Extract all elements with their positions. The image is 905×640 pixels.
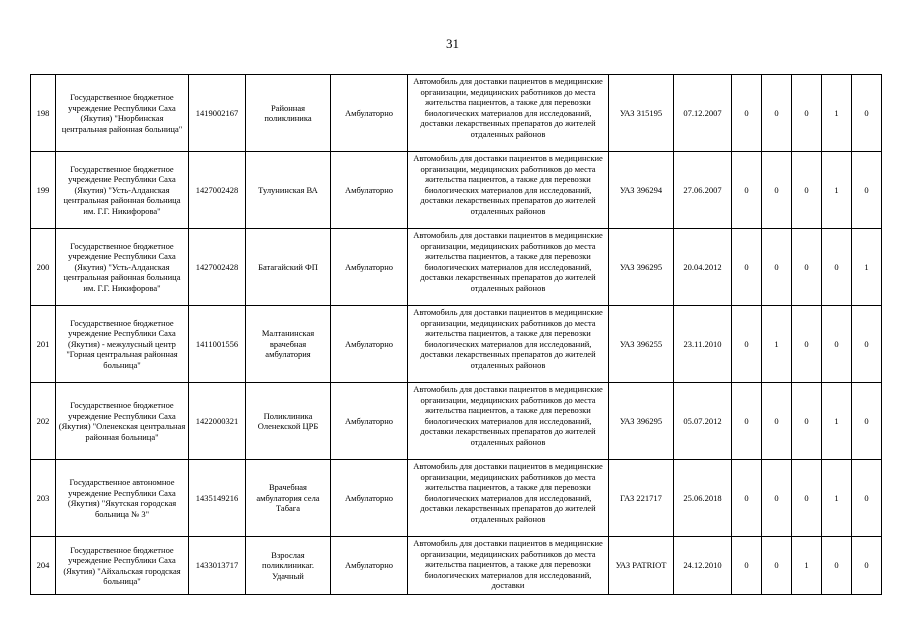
care-type-cell: Амбулаторно (331, 306, 408, 383)
organization-cell: Государственное автономное учреждение Республики Саха (Якутия) "Якутская городская больница № 3" (56, 460, 189, 537)
table-body (31, 75, 882, 595)
purpose-cell (408, 75, 609, 152)
flag-cell: 0 (792, 460, 822, 537)
row-number-cell: 198 (31, 75, 56, 152)
flag-cell: 0 (792, 229, 822, 306)
flag-cell: 0 (732, 75, 762, 152)
vehicle-model-cell: ГАЗ 221717 (609, 460, 674, 537)
care-type-cell: Амбулаторно (331, 75, 408, 152)
purpose-cell (408, 229, 609, 306)
flag-cell: 1 (852, 229, 882, 306)
flag-cell: 0 (792, 152, 822, 229)
table-row (31, 460, 882, 537)
flag-cell: 0 (792, 383, 822, 460)
unit-cell: Поликлиника Оленекской ЦРБ (246, 383, 331, 460)
inn-cell: 1411001556 (189, 306, 246, 383)
flag-cell: 0 (732, 306, 762, 383)
flag-cell: 0 (762, 229, 792, 306)
purpose-text: Автомобиль для доставки пациентов в медицинские организации, медицинских работников до места жительства пациентов, а также для перевозки биологических материалов для исследований, доставки лекарственных препаратов до жителей отдаленных районов (413, 153, 603, 216)
inn-cell: 1427002428 (189, 229, 246, 306)
date-cell: 23.11.2010 (674, 306, 732, 383)
purpose-cell (408, 460, 609, 537)
vehicle-model-cell: УАЗ 396294 (609, 152, 674, 229)
unit-cell: Тулунинская ВА (246, 152, 331, 229)
flag-cell: 0 (822, 229, 852, 306)
flag-cell: 0 (732, 460, 762, 537)
purpose-text: Автомобиль для доставки пациентов в медицинские организации, медицинских работников до места жительства пациентов, а также для перевозки биологических материалов для исследований, доставки лекарственных препаратов до жителей отдаленных районов (413, 384, 603, 447)
care-type-cell: Амбулаторно (331, 537, 408, 595)
flag-cell: 1 (822, 75, 852, 152)
table-row (31, 537, 882, 595)
purpose-text: Автомобиль для доставки пациентов в медицинские организации, медицинских работников до места жительства пациентов, а также для перевозки биологических материалов для исследований, доставки лекарственных препаратов до жителей отдаленных районов (413, 461, 603, 524)
organization-cell: Государственное бюджетное учреждение Республики Саха (Якутия) "Усть-Алданская центральная районная больница им. Г.Г. Никифорова" (56, 229, 189, 306)
purpose-cell (408, 306, 609, 383)
vehicle-model-cell: УАЗ 396255 (609, 306, 674, 383)
inn-cell: 1433013717 (189, 537, 246, 595)
flag-cell: 0 (852, 383, 882, 460)
flag-cell: 1 (792, 537, 822, 595)
flag-cell: 0 (762, 460, 792, 537)
date-cell: 24.12.2010 (674, 537, 732, 595)
organization-cell: Государственное бюджетное учреждение Республики Саха (Якутия) - межулусный центр "Горная центральная районная больница" (56, 306, 189, 383)
unit-cell: Батагайский ФП (246, 229, 331, 306)
date-cell: 07.12.2007 (674, 75, 732, 152)
inn-cell: 1427002428 (189, 152, 246, 229)
vehicle-registry-table (30, 74, 882, 595)
unit-cell: Взрослая поликлиникаг. Удачный (246, 537, 331, 595)
flag-cell: 0 (852, 75, 882, 152)
unit-cell: Малтанинская врачебная амбулатория (246, 306, 331, 383)
purpose-text: Автомобиль для доставки пациентов в медицинские организации, медицинских работников до места жительства пациентов, а также для перевозки биологических материалов для исследований, доставки лекарственных препаратов до жителей отдаленных районов (413, 307, 603, 370)
flag-cell: 0 (852, 306, 882, 383)
vehicle-model-cell: УАЗ PATRIOT (609, 537, 674, 595)
flag-cell: 1 (822, 460, 852, 537)
flag-cell: 1 (822, 383, 852, 460)
row-number-cell: 201 (31, 306, 56, 383)
flag-cell: 0 (732, 152, 762, 229)
care-type-cell: Амбулаторно (331, 229, 408, 306)
flag-cell: 0 (852, 537, 882, 595)
page-number: 31 (446, 36, 459, 51)
flag-cell: 0 (762, 383, 792, 460)
inn-cell: 1419002167 (189, 75, 246, 152)
purpose-cell (408, 152, 609, 229)
row-number-cell: 202 (31, 383, 56, 460)
flag-cell: 0 (732, 229, 762, 306)
care-type-cell: Амбулаторно (331, 460, 408, 537)
flag-cell: 0 (762, 537, 792, 595)
care-type-cell: Амбулаторно (331, 383, 408, 460)
organization-cell: Государственное бюджетное учреждение Республики Саха (Якутия) "Айхальская городская больница" (56, 537, 189, 595)
flag-cell: 0 (822, 537, 852, 595)
table-row (31, 152, 882, 229)
flag-cell: 0 (852, 152, 882, 229)
vehicle-model-cell: УАЗ 396295 (609, 229, 674, 306)
organization-cell: Государственное бюджетное учреждение Республики Саха (Якутия) "Оленекская центральная районная больница" (56, 383, 189, 460)
flag-cell: 0 (852, 460, 882, 537)
date-cell: 25.06.2018 (674, 460, 732, 537)
vehicle-model-cell: УАЗ 315195 (609, 75, 674, 152)
date-cell: 27.06.2007 (674, 152, 732, 229)
flag-cell: 0 (732, 537, 762, 595)
table-row (31, 306, 882, 383)
purpose-text: Автомобиль для доставки пациентов в медицинские организации, медицинских работников до места жительства пациентов, а также для перевозки биологических материалов для исследований, доставки лекарственных препаратов до жителей отдаленных районов (413, 76, 603, 139)
row-number-cell: 200 (31, 229, 56, 306)
unit-cell: Врачебная амбулатория села Табага (246, 460, 331, 537)
flag-cell: 0 (762, 152, 792, 229)
flag-cell: 0 (792, 75, 822, 152)
table-row (31, 383, 882, 460)
purpose-text: Автомобиль для доставки пациентов в медицинские организации, медицинских работников до места жительства пациентов, а также для перевозки биологических материалов для исследований, доставки лекарственных препаратов до жителей отдаленных районов (413, 230, 603, 293)
care-type-cell: Амбулаторно (331, 152, 408, 229)
row-number-cell: 199 (31, 152, 56, 229)
unit-cell: Районная поликлиника (246, 75, 331, 152)
flag-cell: 0 (822, 306, 852, 383)
organization-cell: Государственное бюджетное учреждение Республики Саха (Якутия) "Усть-Алданская центральная районная больница им. Г.Г. Никифорова" (56, 152, 189, 229)
flag-cell: 0 (762, 75, 792, 152)
purpose-cell (408, 383, 609, 460)
vehicle-model-cell: УАЗ 396295 (609, 383, 674, 460)
row-number-cell: 204 (31, 537, 56, 595)
inn-cell: 1422000321 (189, 383, 246, 460)
date-cell: 05.07.2012 (674, 383, 732, 460)
row-number-cell: 203 (31, 460, 56, 537)
flag-cell: 0 (792, 306, 822, 383)
inn-cell: 1435149216 (189, 460, 246, 537)
purpose-text: Автомобиль для доставки пациентов в медицинские организации, медицинских работников до места жительства пациентов, а также для перевозки биологических материалов для исследований, доставки (413, 538, 603, 590)
table-row (31, 229, 882, 306)
flag-cell: 0 (732, 383, 762, 460)
organization-cell: Государственное бюджетное учреждение Республики Саха (Якутия) "Нюрбинская центральная районная больница" (56, 75, 189, 152)
table-row (31, 75, 882, 152)
flag-cell: 1 (762, 306, 792, 383)
flag-cell: 1 (822, 152, 852, 229)
date-cell: 20.04.2012 (674, 229, 732, 306)
purpose-cell (408, 537, 609, 595)
